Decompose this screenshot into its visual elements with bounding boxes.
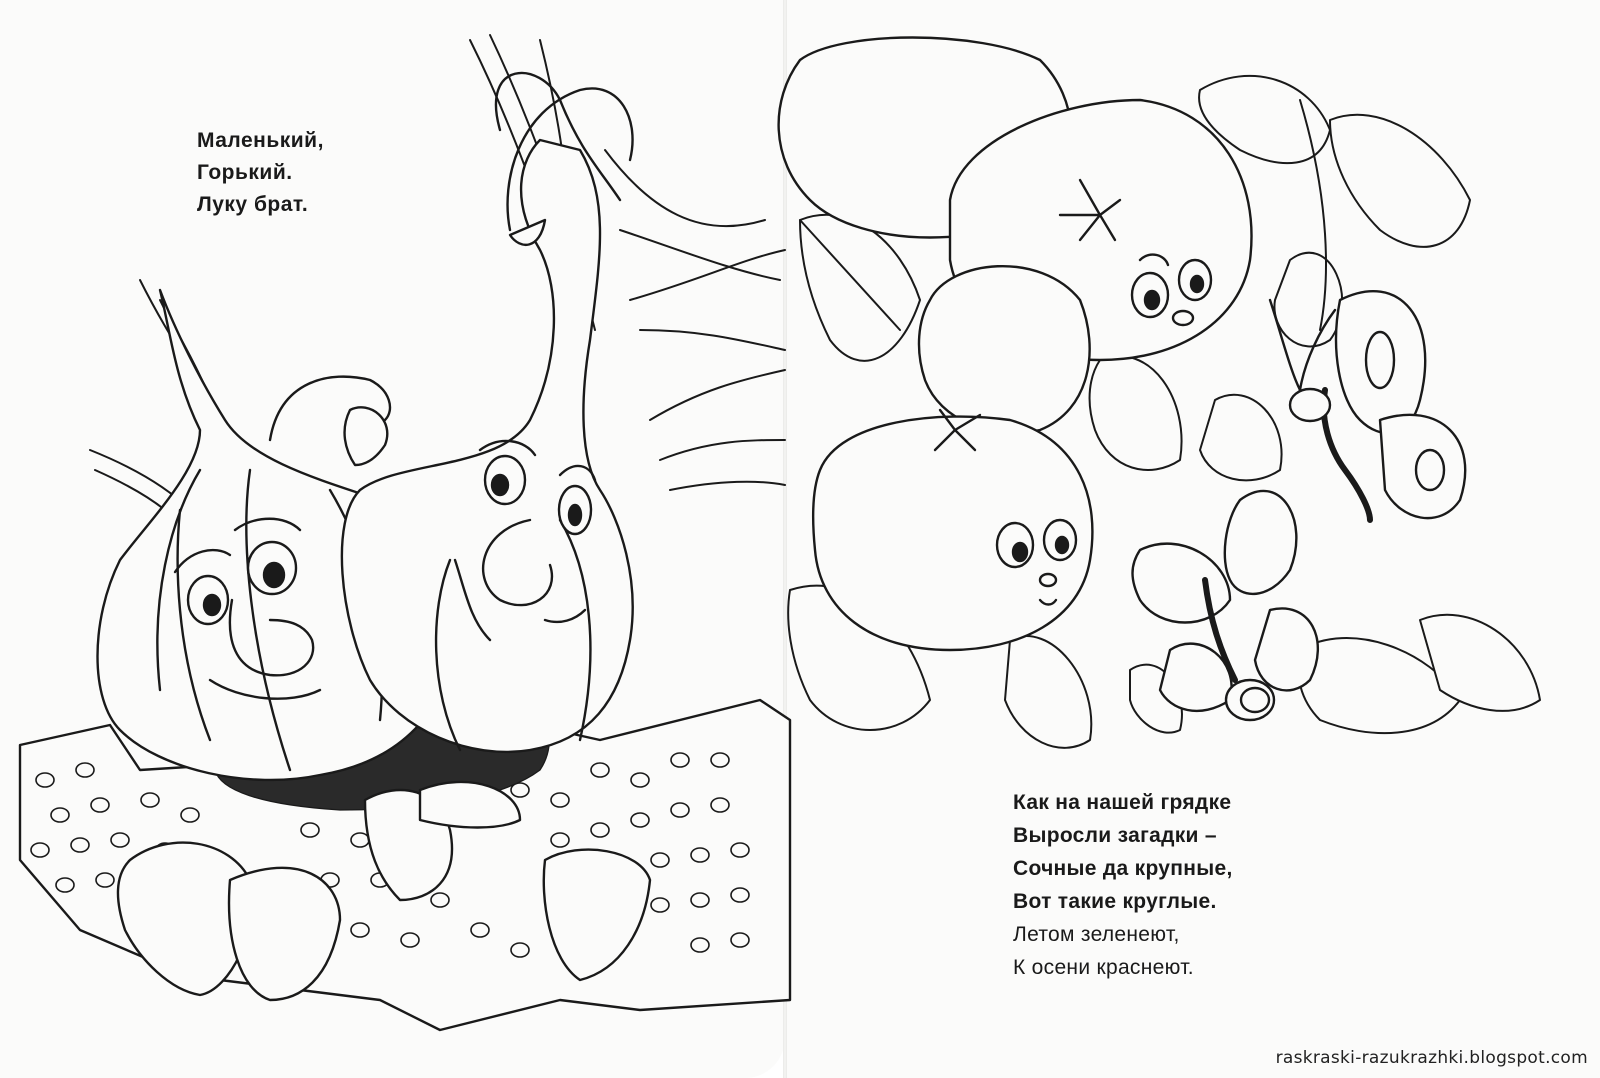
right-garlic-bulb [342, 73, 633, 752]
garlic-illustration [20, 35, 790, 1030]
curly-stem-leaf [270, 377, 390, 465]
tomato-illustration [779, 38, 1540, 748]
verse-line: Горький. [197, 161, 293, 184]
source-watermark: raskraski-razukrazhki.blogspot.com [1275, 1048, 1588, 1068]
verse-line: Вот такие круглые. [1013, 890, 1217, 913]
right-riddle-verse [1013, 786, 1233, 984]
bottom-tomato [813, 410, 1092, 650]
lower-stem-tomato [919, 266, 1090, 432]
left-riddle-verse [197, 125, 324, 221]
verse-line: Выросли загадки – [1013, 824, 1217, 847]
verse-line: Летом зеленеют, [1013, 923, 1180, 946]
verse-line: Сочные да крупные, [1013, 857, 1233, 880]
verse-line: Как на нашей грядке [1013, 791, 1232, 814]
lower-butterfly [1133, 491, 1318, 720]
verse-line: Луку брат. [197, 193, 309, 216]
verse-line: К осени краснеют. [1013, 956, 1194, 979]
verse-line: Маленький, [197, 129, 324, 152]
